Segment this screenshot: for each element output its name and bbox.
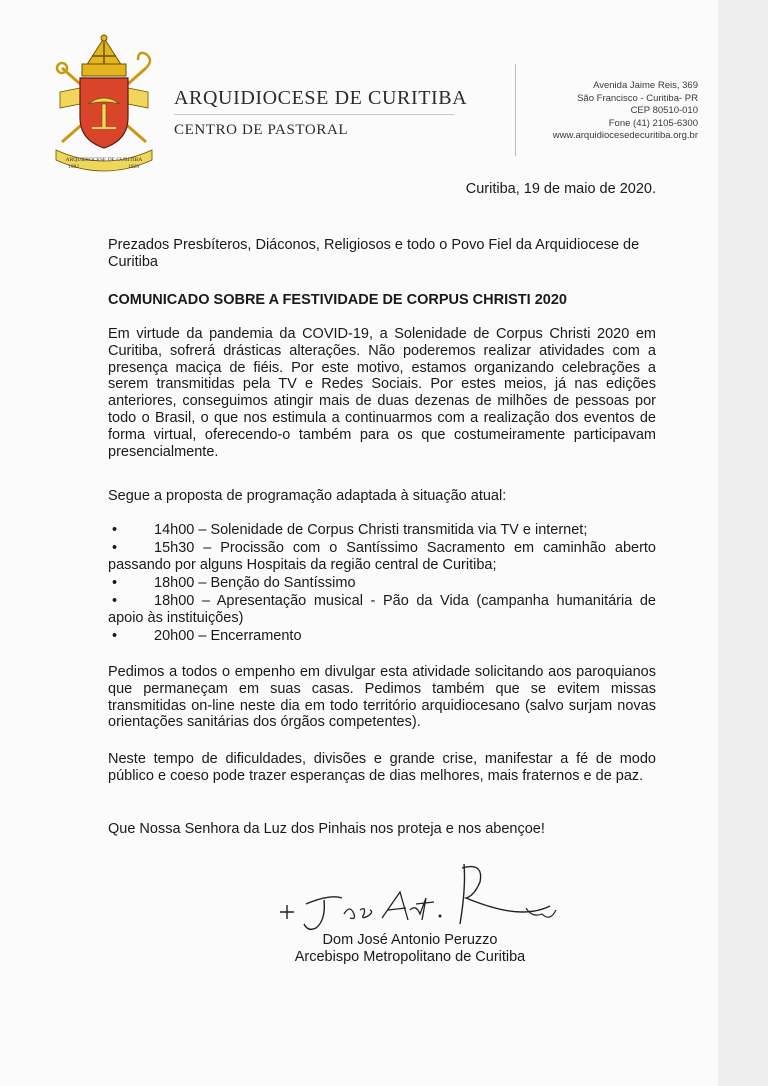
paragraph-schedule-intro: Segue a proposta de programação adaptada à situação atual: — [108, 488, 507, 504]
org-name: ARQUIDIOCESE DE CURITIBA — [174, 87, 468, 109]
schedule-item — [108, 575, 656, 592]
handwritten-signature — [270, 858, 570, 938]
schedule-item-text: 14h00 – Solenidade de Corpus Christi transmitida via TV e internet; — [154, 522, 588, 538]
schedule-item-text: 20h00 – Encerramento — [154, 628, 302, 644]
paragraph-request: Pedimos a todos o empenho em divulgar esta atividade solicitando aos paroquianos que permaneçam em suas casas. Pedimos também que se evitem missas transmitidas on-line neste dia em todo território arquidiocesano (salvo surjam novas orientações sanitárias dos órgãos competentes). — [108, 664, 656, 731]
bullet-icon: • — [112, 575, 118, 591]
address-block — [553, 80, 698, 143]
schedule-item — [108, 522, 656, 539]
address-line: Avenida Jaime Reis, 369 — [593, 80, 698, 91]
website-line: www.arquidiocesedecuritiba.org.br — [552, 130, 698, 141]
seal-year-right: 1926 — [128, 164, 139, 170]
letter-title: COMUNICADO SOBRE A FESTIVIDADE DE CORPUS CHRISTI 2020 — [108, 292, 567, 308]
schedule-item — [108, 540, 656, 574]
scan-margin-strip — [718, 0, 768, 1086]
address-line: CEP 80510-010 — [630, 105, 698, 116]
paragraph-blessing: Que Nossa Senhora da Luz dos Pinhais nos proteja e nos abençoe! — [108, 821, 545, 837]
signatory-name: Dom José Antonio Peruzzo — [322, 932, 498, 948]
schedule-item-text: 18h00 – Apresentação musical - Pão da Vida (campanha humanitária de apoio às instituições) — [108, 593, 656, 626]
letterhead-org — [174, 86, 467, 140]
schedule-item-text: 18h00 – Benção do Santíssimo — [154, 575, 356, 591]
paragraph-intro: Em virtude da pandemia da COVID-19, a Solenidade de Corpus Christi 2020 em Curitiba, sofrerá drásticas alterações. Não poderemos realizar atividades com a presença maciça de fiéis. Por este motivo, estamos organizando celebrações a serem transmitidas pela TV e Redes Sociais. Por estes meios, já nas edições anteriores, conseguimos atingir mais de duas dezenas de milhões de pessoas por todo o Brasil, o que nos estimula a continuarmos com a realização dos eventos de forma virtual, oferecendo-o também para os que costumeiramente participavam presencialmente. — [108, 326, 656, 460]
signatory-role: Arcebispo Metropolitano de Curitiba — [294, 949, 526, 965]
seal-text: ARQUIDIOCESE DE CURITIBA — [65, 157, 143, 163]
salutation: Prezados Presbíteros, Diáconos, Religiosos e todo o Povo Fiel da Arquidiocese de Curitiba — [108, 237, 640, 270]
archdiocese-coat-of-arms-icon — [52, 32, 156, 174]
bullet-icon: • — [112, 593, 118, 609]
schedule-item-text: 15h30 – Procissão com o Santíssimo Sacramento em caminhão aberto passando por alguns Hospitais da região central de Curitiba; — [108, 540, 656, 573]
org-divider — [174, 114, 454, 115]
header-divider — [515, 64, 516, 156]
schedule-item — [108, 628, 656, 645]
org-subtitle: CENTRO DE PASTORAL — [174, 122, 349, 138]
seal-year-left: 1892 — [68, 164, 79, 170]
bullet-icon: • — [112, 540, 118, 556]
letter-date: Curitiba, 19 de maio de 2020. — [465, 181, 656, 197]
address-line: São Francisco - Curitiba- PR — [577, 92, 698, 104]
schedule-item — [108, 593, 656, 627]
address-line: Fone (41) 2105-6300 — [608, 117, 698, 129]
bullet-icon: • — [112, 522, 118, 538]
paragraph-hope: Neste tempo de dificuldades, divisões e grande crise, manifestar a fé de modo público e coeso pode trazer esperanças de dias melhores, mais fraternos e de paz. — [108, 751, 656, 784]
bullet-icon: • — [112, 628, 118, 644]
